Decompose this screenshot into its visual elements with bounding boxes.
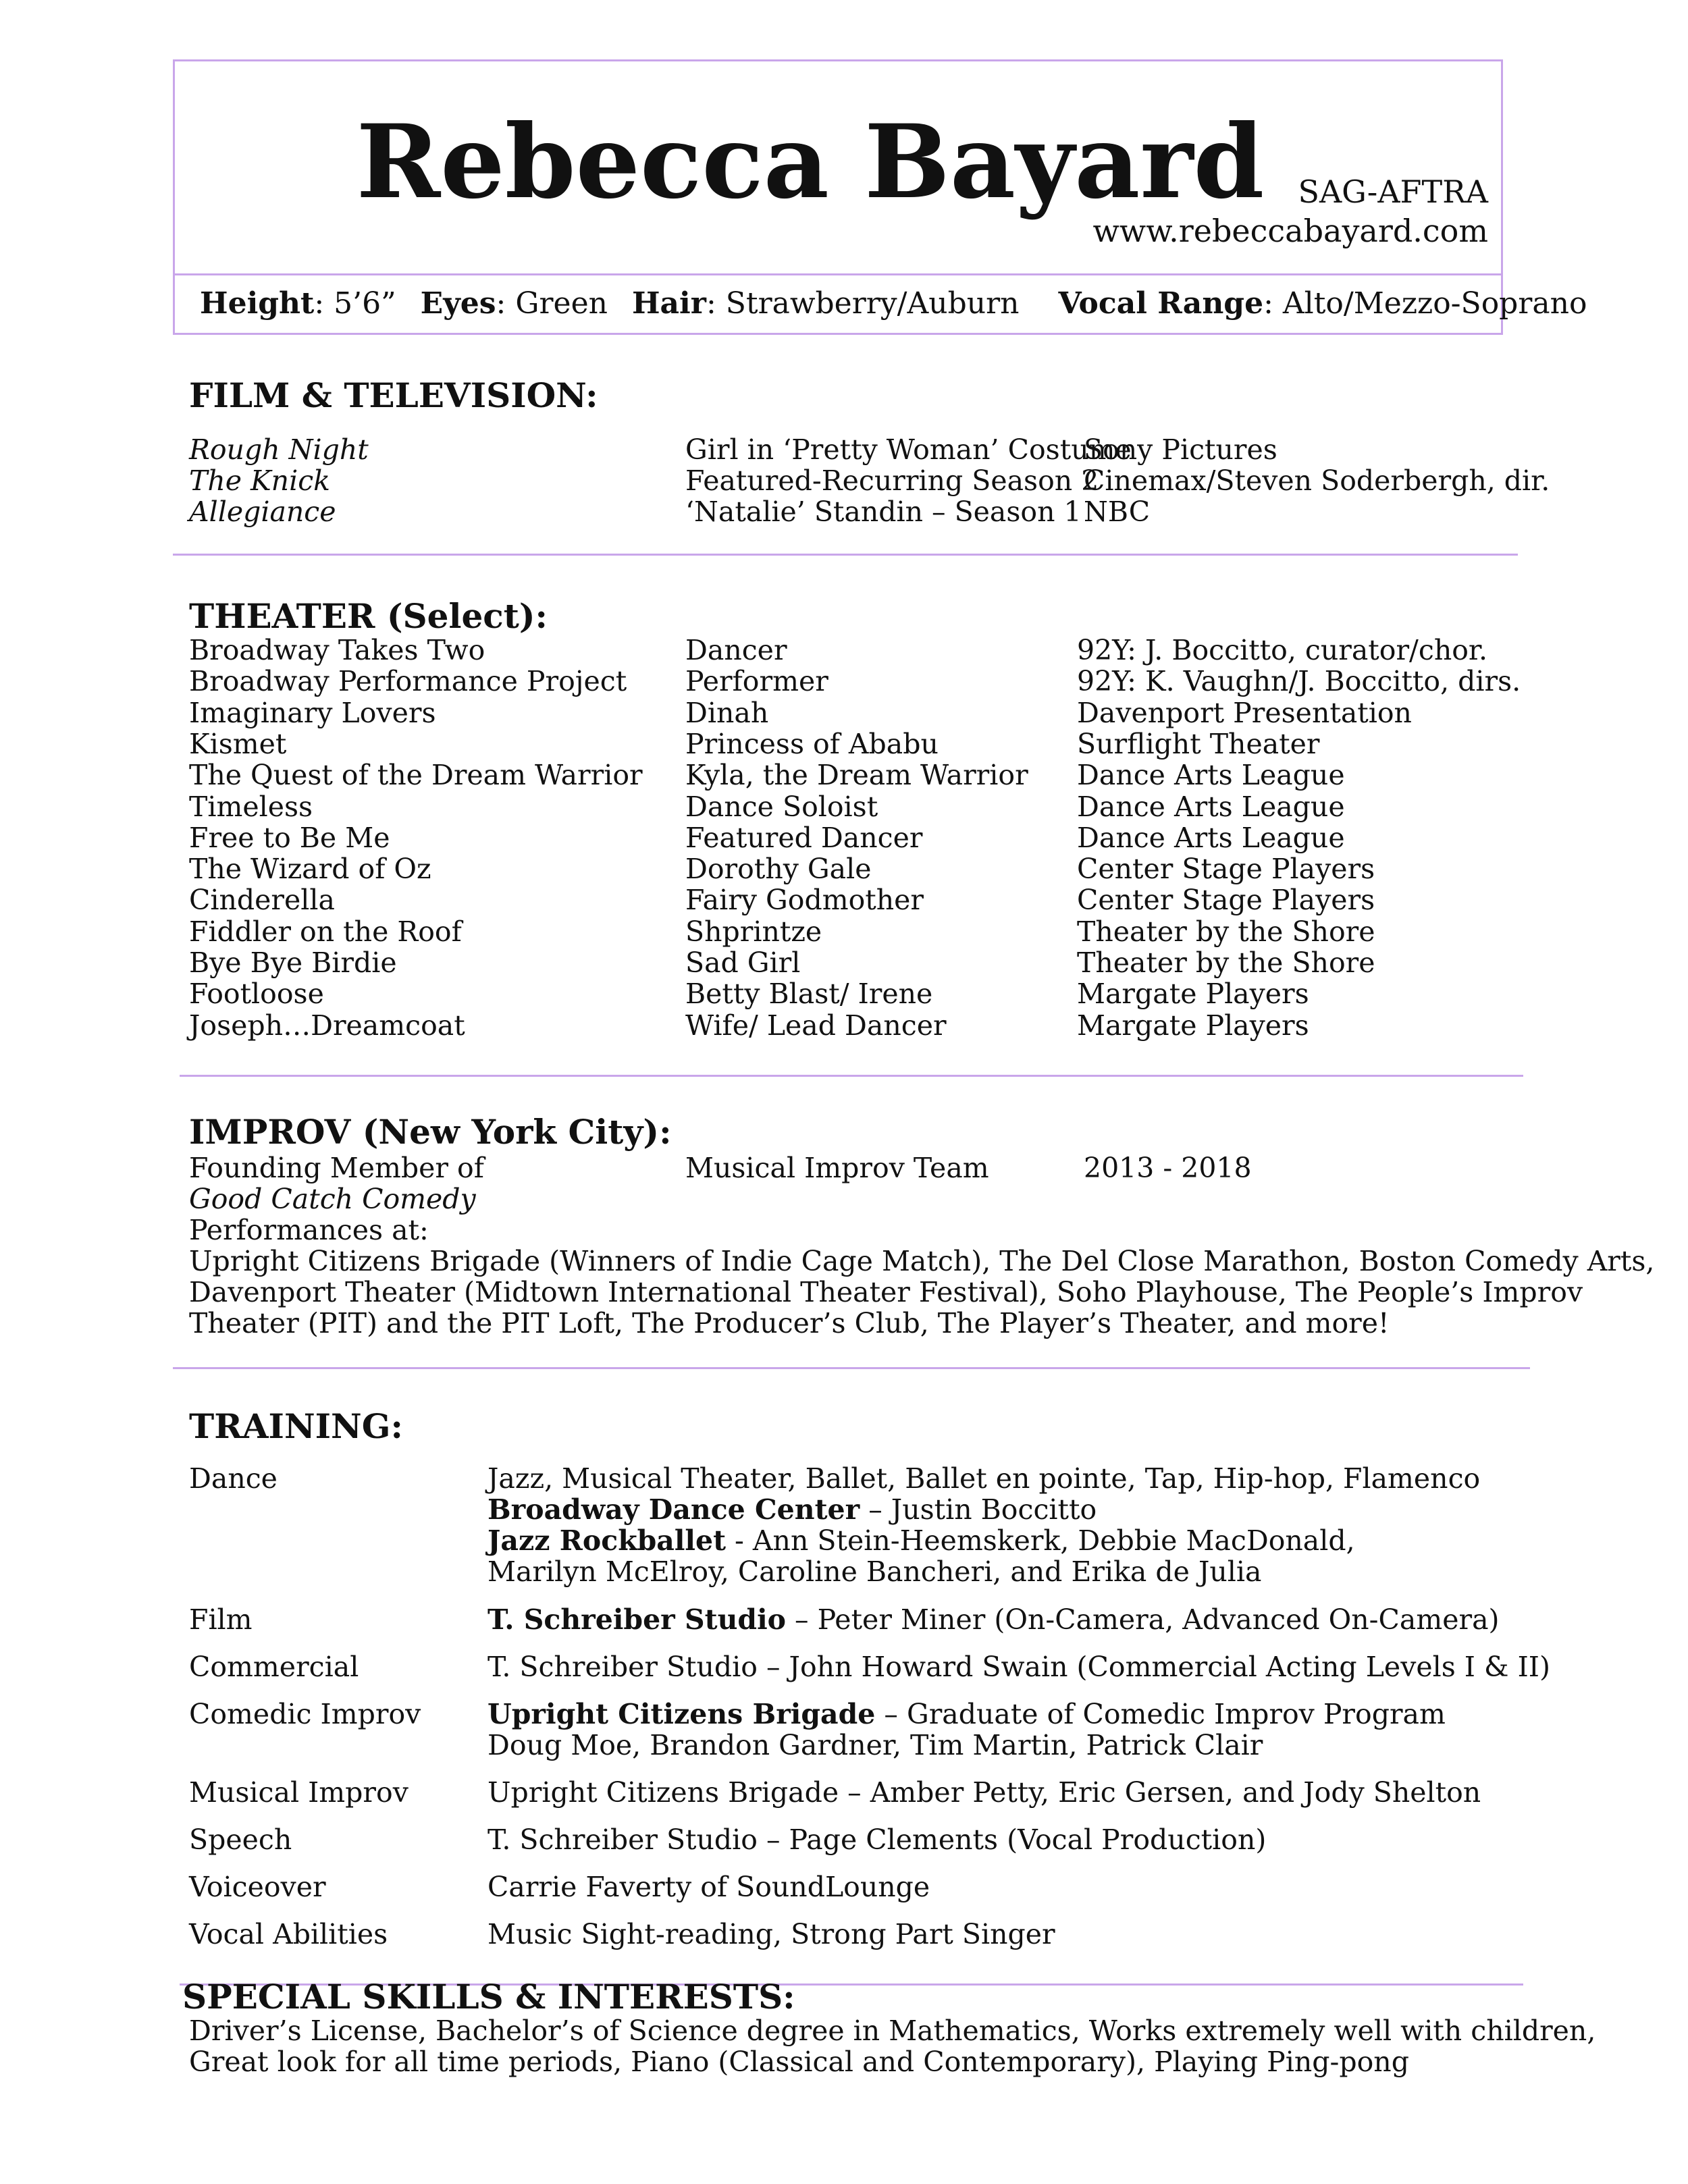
credit-company: Dance Arts League (1077, 821, 1345, 854)
height-value: : 5’6” (314, 286, 396, 321)
credit-title: The Quest of the Dream Warrior (189, 759, 643, 792)
eyes-value: : Green (496, 286, 608, 321)
training-label-commercial: Commercial (189, 1651, 359, 1683)
credit-title: Timeless (189, 790, 313, 823)
credit-row (0, 760, 1688, 791)
training-dance-bdc: Broadway Dance Center – Justin Boccitto (487, 1493, 1097, 1526)
training-musical-text: Upright Citizens Brigade – Amber Petty, Eric Gersen, and Jody Shelton (487, 1776, 1481, 1809)
credit-company: Center Stage Players (1077, 853, 1375, 886)
credit-title: Free to Be Me (189, 821, 390, 854)
improv-venues-line: Upright Citizens Brigade (Winners of Indie Cage Match), The Del Close Marathon, Boston Comedy Arts, (189, 1245, 1655, 1277)
vocal-range-label: Vocal Range (1058, 286, 1264, 321)
credit-row (0, 791, 1688, 822)
header-divider (173, 273, 1503, 275)
training-dance-teachers: Marilyn McElroy, Caroline Bancheri, and Erika de Julia (487, 1555, 1262, 1588)
training-comedic-teachers: Doug Moe, Brandon Gardner, Tim Martin, Patrick Clair (487, 1729, 1263, 1761)
hair-value: : Strawberry/Auburn (706, 286, 1020, 321)
credit-row (0, 853, 1688, 884)
improv-role: Musical Improv Team (685, 1152, 989, 1184)
credit-role: Dancer (685, 634, 787, 666)
credit-role: Dorothy Gale (685, 853, 872, 886)
training-label-film: Film (189, 1603, 253, 1636)
credit-row (0, 1010, 1688, 1041)
credit-role: Wife/ Lead Dancer (685, 1009, 947, 1042)
credit-row (0, 822, 1688, 853)
credit-title: The Wizard of Oz (189, 853, 431, 886)
union-affiliation: SAG-AFTRA (1298, 174, 1488, 210)
credit-title: Footloose (189, 978, 324, 1011)
physical-stats (200, 286, 1587, 321)
credit-company: Dance Arts League (1077, 759, 1345, 792)
training-dance-styles: Jazz, Musical Theater, Ballet, Ballet en pointe, Tap, Hip-hop, Flamenco (487, 1462, 1481, 1495)
theater-heading: THEATER (Select): (189, 596, 548, 636)
improv-venues-line: Theater (PIT) and the PIT Loft, The Producer’s Club, The Player’s Theater, and more! (189, 1307, 1390, 1339)
training-dance-jazz-rockballet: Jazz Rockballet - Ann Stein-Heemskerk, Debbie MacDonald, (487, 1524, 1355, 1557)
website-link[interactable]: www.rebeccabayard.com (1092, 213, 1488, 249)
improv-venues-line: Davenport Theater (Midtown International Theater Festival), Soho Playhouse, The People’s Improv (189, 1276, 1583, 1308)
credit-title: Imaginary Lovers (189, 696, 436, 729)
training-label-comedic-improv: Comedic Improv (189, 1698, 421, 1730)
skills-line: Great look for all time periods, Piano (Classical and Contemporary), Playing Ping-pong (189, 2046, 1409, 2078)
credit-role: Girl in ‘Pretty Woman’ Costume (685, 433, 1132, 466)
credit-company: Margate Players (1077, 1009, 1309, 1042)
credit-row (0, 947, 1688, 978)
credit-row (0, 635, 1688, 666)
training-commercial-text: T. Schreiber Studio – John Howard Swain (Commercial Acting Levels I & II) (487, 1651, 1550, 1683)
credit-role: Shprintze (685, 915, 822, 948)
credit-row (0, 434, 1688, 465)
credit-company: Dance Arts League (1077, 790, 1345, 823)
credit-company: Cinemax/Steven Soderbergh, dir. (1084, 464, 1550, 497)
credit-title: Kismet (189, 727, 287, 760)
credit-company: Theater by the Shore (1077, 947, 1375, 979)
training-vocal-text: Music Sight-reading, Strong Part Singer (487, 1918, 1055, 1950)
credit-title: Broadway Performance Project (189, 665, 627, 698)
credit-title: Bye Bye Birdie (189, 947, 397, 979)
credit-role: Princess of Ababu (685, 727, 939, 760)
training-speech-text: T. Schreiber Studio – Page Clements (Vocal Production) (487, 1823, 1267, 1856)
credit-row (0, 728, 1688, 760)
resume-name: Rebecca Bayard (356, 103, 1265, 221)
credit-row (0, 697, 1688, 728)
credit-role: Betty Blast/ Irene (685, 978, 933, 1011)
credit-role: Performer (685, 665, 828, 698)
credit-company: NBC (1084, 496, 1151, 528)
height-label: Height (200, 286, 315, 321)
training-comedic-text: Upright Citizens Brigade – Graduate of Comedic Improv Program (487, 1698, 1446, 1730)
training-label-speech: Speech (189, 1823, 292, 1856)
vocal-range-value: : Alto/Mezzo-Soprano (1263, 286, 1587, 321)
improv-years: 2013 - 2018 (1084, 1152, 1252, 1184)
skills-line: Driver’s License, Bachelor’s of Science degree in Mathematics, Works extremely well with children, (189, 2015, 1596, 2047)
training-heading: TRAINING: (189, 1406, 403, 1446)
credit-role: Dance Soloist (685, 790, 878, 823)
credit-title: Joseph…Dreamcoat (189, 1009, 465, 1042)
improv-team-name: Good Catch Comedy (189, 1183, 476, 1215)
improv-heading: IMPROV (New York City): (189, 1112, 672, 1152)
credit-company: Theater by the Shore (1077, 915, 1375, 948)
hair-label: Hair (631, 286, 706, 321)
training-film-text: T. Schreiber Studio – Peter Miner (On-Camera, Advanced On-Camera) (487, 1603, 1500, 1636)
training-label-vocal-abilities: Vocal Abilities (189, 1918, 388, 1950)
credit-title: Allegiance (189, 496, 336, 528)
credit-title: Fiddler on the Roof (189, 915, 462, 948)
credit-row (0, 978, 1688, 1009)
credit-role: Featured Dancer (685, 821, 923, 854)
credit-row (0, 666, 1688, 697)
credit-role: Fairy Godmother (685, 884, 924, 917)
credit-role: Dinah (685, 696, 769, 729)
credit-role: Featured-Recurring Season 2 (685, 464, 1099, 497)
credit-title: Rough Night (189, 433, 369, 466)
credit-row (0, 916, 1688, 947)
section-divider (180, 1075, 1523, 1077)
improv-performances-label: Performances at: (189, 1214, 429, 1246)
training-voiceover-text: Carrie Faverty of SoundLounge (487, 1871, 930, 1903)
credit-role: ‘Natalie’ Standin – Season 1 (685, 496, 1082, 528)
credit-title: Cinderella (189, 884, 335, 917)
credit-row (0, 465, 1688, 496)
credit-company: Sony Pictures (1084, 433, 1277, 466)
credit-company: 92Y: K. Vaughn/J. Boccitto, dirs. (1077, 665, 1521, 698)
improv-member-line: Founding Member of (189, 1152, 484, 1184)
training-label-dance: Dance (189, 1462, 278, 1495)
credit-company: Margate Players (1077, 978, 1309, 1011)
credit-title: The Knick (189, 464, 331, 497)
eyes-label: Eyes (420, 286, 496, 321)
skills-heading: SPECIAL SKILLS & INTERESTS: (182, 1977, 795, 2017)
training-label-musical-improv: Musical Improv (189, 1776, 408, 1809)
credit-title: Broadway Takes Two (189, 634, 485, 666)
credit-company: Surflight Theater (1077, 727, 1320, 760)
credit-role: Kyla, the Dream Warrior (685, 759, 1028, 792)
section-divider (173, 1367, 1530, 1369)
credit-company: Center Stage Players (1077, 884, 1375, 917)
credit-company: Davenport Presentation (1077, 696, 1412, 729)
credit-row (0, 496, 1688, 527)
section-divider (173, 554, 1518, 556)
credit-company: 92Y: J. Boccitto, curator/chor. (1077, 634, 1488, 666)
credit-role: Sad Girl (685, 947, 801, 979)
training-label-voiceover: Voiceover (189, 1871, 326, 1903)
film-heading: FILM & TELEVISION: (189, 375, 598, 415)
credit-row (0, 884, 1688, 915)
